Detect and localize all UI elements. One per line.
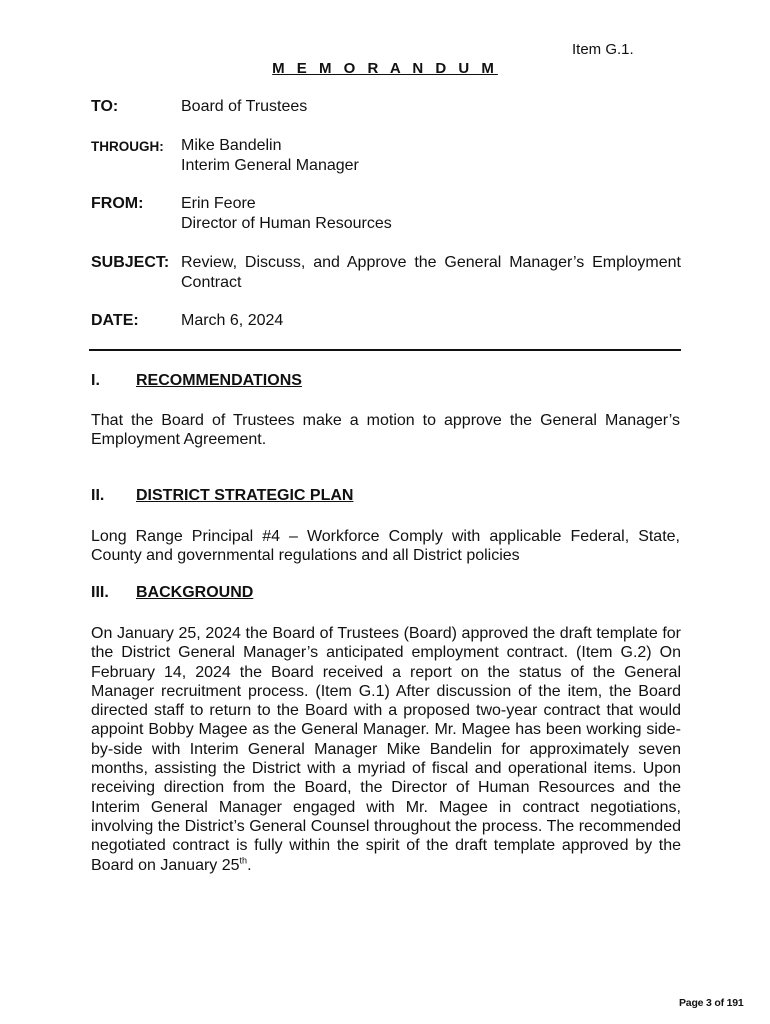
subject-label: SUBJECT: xyxy=(91,254,170,271)
section-number: III. xyxy=(91,584,109,601)
page-number: Page 3 of 191 xyxy=(679,997,744,1009)
background-end: . xyxy=(247,856,252,874)
background-text: On January 25, 2024 the Board of Trustees (Board) approved the draft template for the District General Manager’s anticipated employment contract. (Item G.2) On February 14, 2024 the Board received a report on the status of the General Manager recruitment process. (Item G.1) After discussion of the item, the Board directed staff to return to the Board with a proposed two-year contract that would appoint Bobby Magee as the General Manager. Mr. Magee has been working side-by-side with Interim General Manager Mike Bandelin for approximately seven months, assisting the District with a myriad of fiscal and operational items. Upon receiving direction from the Board, the Director of Human Resources and the Interim General Manager engaged with Mr. Magee in contract negotiations, involving the District’s General Counsel throughout the process. The recommended negotiated contract is fully within the spirit of the draft template approved by the Board on January 25 xyxy=(91,625,681,874)
through-title: Interim General Manager xyxy=(181,156,359,174)
recommendations-body: That the Board of Trustees make a motion to approve the General Manager’s Employment Agreement. xyxy=(91,412,680,449)
strategic-plan-body: Long Range Principal #4 – Workforce Comply with applicable Federal, State, County and governmental regulations and all District policies xyxy=(91,528,680,565)
background-superscript: th xyxy=(239,855,248,866)
through-value xyxy=(181,136,681,175)
section-number: I. xyxy=(91,372,100,389)
from-value xyxy=(181,194,681,233)
date-value: March 6, 2024 xyxy=(181,312,284,329)
through-label: THROUGH: xyxy=(91,139,164,154)
date-label: DATE: xyxy=(91,312,139,329)
through-name: Mike Bandelin xyxy=(181,137,282,154)
section-title-strategic-plan: DISTRICT STRATEGIC PLAN xyxy=(136,487,354,504)
memo-title xyxy=(0,60,770,77)
from-title: Director of Human Resources xyxy=(181,214,392,232)
section-title-background: BACKGROUND xyxy=(136,584,254,601)
item-number: Item G.1. xyxy=(572,41,634,58)
from-label: FROM: xyxy=(91,195,144,212)
subject-value: Review, Discuss, and Approve the General Manager’s Employment Contract xyxy=(181,254,681,291)
header-divider xyxy=(89,349,681,351)
memo-title-text: M E M O R A N D U M xyxy=(272,60,498,77)
section-number: II. xyxy=(91,487,105,504)
to-label: TO: xyxy=(91,98,119,115)
section-title-recommendations: RECOMMENDATIONS xyxy=(136,372,302,389)
to-value: Board of Trustees xyxy=(181,98,308,115)
background-body xyxy=(91,624,681,875)
from-name: Erin Feore xyxy=(181,195,256,212)
